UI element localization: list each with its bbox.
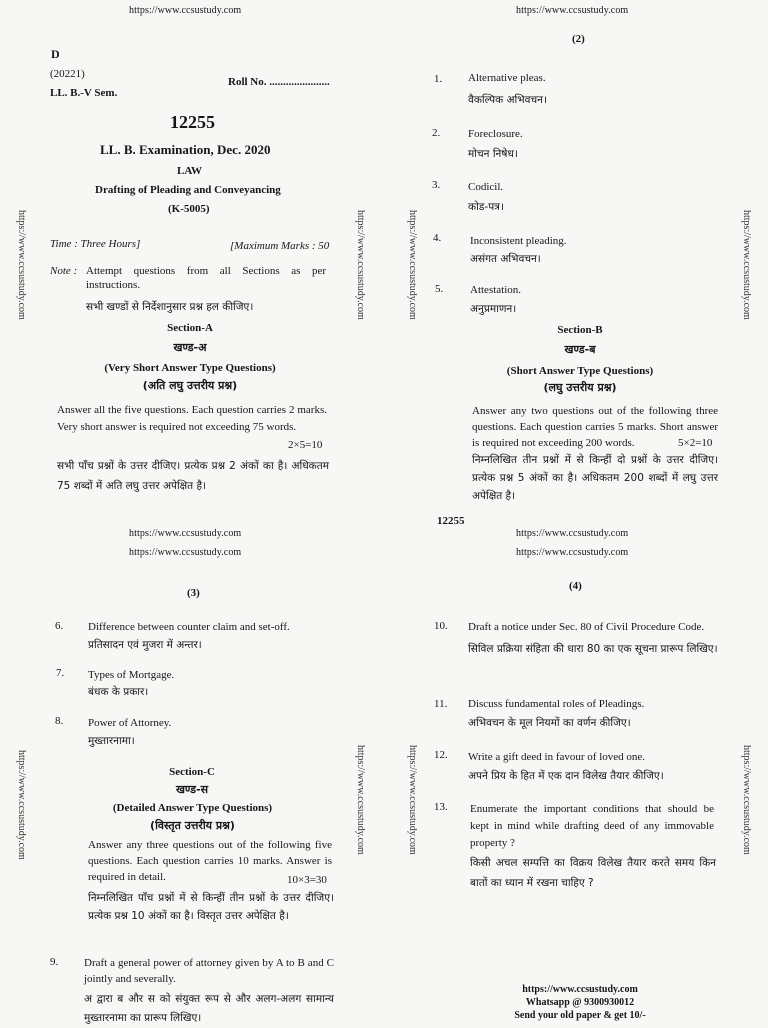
question-number: 2.: [432, 127, 441, 139]
question-text-hindi: कोड-पत्र।: [468, 201, 504, 213]
url-mid-1[interactable]: https://www.ccsustudy.com: [129, 528, 242, 539]
question-number: 5.: [435, 283, 444, 295]
question-text: Foreclosure.: [468, 128, 523, 140]
section-a-instructions: Answer all the five questions. Each question carries 2 marks. Very short answer is required not exceeding 75 words.: [57, 404, 327, 433]
question-text-hindi: अ द्वारा ब और स को संयुक्त रूप से और अलग-अलग सामान्य मुख्तारनामा का प्रारूप लिखिए।: [84, 993, 334, 1024]
maximum-marks: [Maximum Marks : 50: [230, 240, 330, 252]
question-number: 11.: [434, 698, 448, 710]
time-limit: Time : Three Hours]: [50, 238, 141, 250]
footer-whatsapp: Whatsapp @ 9300930012: [525, 997, 635, 1008]
question-text: Enumerate the important conditions that should be kept in mind while drafting deed of any immovable property ?: [470, 803, 714, 850]
paper-number: 12255: [170, 112, 215, 132]
side-watermark-url: https://www.ccsustudy.com: [741, 210, 752, 320]
question-text: Write a gift deed in favour of loved one.: [468, 751, 646, 763]
url-mid-4[interactable]: https://www.ccsustudy.com: [516, 547, 629, 558]
footer-paper-code: 12255: [437, 515, 465, 527]
note-text-hindi: सभी खण्डों से निर्देशानुसार प्रश्न हल कीजिए।: [86, 301, 254, 313]
page-number-2: (2): [572, 33, 585, 45]
side-watermark-url: https://www.ccsustudy.com: [16, 210, 27, 320]
side-watermark-url: https://www.ccsustudy.com: [355, 210, 366, 320]
series-letter: D: [51, 47, 60, 61]
question-text: Discuss fundamental roles of Pleadings.: [468, 698, 645, 710]
question-text: Draft a general power of attorney given by A to B and C jointly and severally.: [84, 957, 334, 985]
section-a-heading: Section-A: [167, 322, 213, 334]
question-text: Alternative pleas.: [468, 72, 546, 84]
roll-number-label: Roll No. ......................: [228, 76, 330, 88]
section-c-type-hindi: (विस्तृत उत्तरीय प्रश्न): [150, 819, 235, 832]
footer-url[interactable]: https://www.ccsustudy.com: [522, 984, 638, 995]
note-text: Attempt questions from all Sections as per instructions.: [86, 265, 326, 292]
section-c-heading: Section-C: [169, 766, 215, 778]
question-number: 8.: [55, 715, 64, 727]
question-number: 10.: [434, 620, 448, 632]
question-text: Power of Attorney.: [88, 717, 172, 729]
question-text-hindi: किसी अचल सम्पत्ति का विक्रय विलेख तैयार करते समय किन बातों का ध्यान में रखना चाहिए ?: [470, 857, 716, 889]
question-text-hindi: अनुप्रमाणन।: [470, 303, 517, 315]
footer-block: [500, 983, 660, 1022]
paper-title: Drafting of Pleading and Conveyancing: [95, 184, 281, 196]
question-number: 3.: [432, 179, 441, 191]
side-watermark-url: https://www.ccsustudy.com: [16, 750, 27, 860]
section-c-instructions-hindi: निम्नलिखित पाँच प्रश्नों में से किन्हीं तीन प्रश्नों के उत्तर दीजिए। प्रत्येक प्रश्न 10 अंकों का है। विस्तृत उत्तर अपेक्षित है।: [88, 892, 334, 923]
question-text-hindi: बंधक के प्रकार।: [88, 686, 149, 698]
header-url-right[interactable]: https://www.ccsustudy.com: [516, 5, 629, 16]
question-number: 12.: [434, 749, 448, 761]
question-text-hindi: असंगत अभिवचन।: [470, 253, 541, 265]
side-watermark-url: https://www.ccsustudy.com: [407, 745, 418, 855]
section-b-marks: 5×2=10: [678, 437, 713, 449]
question-text-hindi: वैकल्पिक अभिवचन।: [468, 94, 547, 106]
header-url[interactable]: https://www.ccsustudy.com: [129, 5, 242, 16]
side-watermark-url: https://www.ccsustudy.com: [407, 210, 418, 320]
section-b-instructions: Answer any two questions out of the following three questions. Each question carries 5 marks. Short answer is required not exceeding 200 words.: [472, 405, 718, 449]
question-text-hindi: सिविल प्रक्रिया संहिता की धारा 80 का एक सूचना प्रारूप लिखिए।: [468, 643, 718, 655]
footer-send-paper: Send your old paper & get 10/-: [514, 1010, 646, 1021]
subject-name: LAW: [177, 165, 203, 177]
section-a-marks: 2×5=10: [288, 439, 323, 451]
section-a-type-hindi: (अति लघु उत्तरीय प्रश्न): [142, 379, 238, 392]
section-c-marks: 10×3=30: [287, 874, 327, 886]
question-text: Codicil.: [468, 181, 504, 193]
exam-title: LL. B. Examination, Dec. 2020: [100, 142, 271, 157]
section-b-heading-hindi: खण्ड-ब: [564, 343, 596, 356]
question-number: 13.: [434, 801, 448, 813]
section-b-instructions-hindi: निम्नलिखित तीन प्रश्नों में से किन्हीं दो प्रश्नों के उत्तर दीजिए। प्रत्येक प्रश्न 5 अंकों का है। अधिकतम 200 शब्दों में लघु उत्तर अपेक्षित है।: [472, 454, 718, 502]
page-number-4: (4): [569, 580, 582, 592]
url-mid-3[interactable]: https://www.ccsustudy.com: [516, 528, 629, 539]
question-text: Attestation.: [470, 284, 522, 296]
paper-code-number: (20221): [50, 68, 85, 80]
section-a-instructions-hindi: सभी पाँच प्रश्नों के उत्तर दीजिए। प्रत्येक प्रश्न 2 अंकों का है। अधिकतम 75 शब्दों में अति लघु उत्तर अपेक्षित है।: [57, 460, 329, 492]
question-number: 7.: [56, 667, 65, 679]
question-text: Types of Mortgage.: [88, 669, 175, 681]
section-a-heading-hindi: खण्ड-अ: [173, 341, 207, 354]
side-watermark-url: https://www.ccsustudy.com: [355, 745, 366, 855]
question-text-hindi: अपने प्रिय के हित में एक दान विलेख तैयार कीजिए।: [468, 770, 664, 782]
section-c-type: (Detailed Answer Type Questions): [112, 802, 273, 814]
section-b-type: (Short Answer Type Questions): [506, 365, 654, 377]
paper-code: (K-5005): [168, 203, 210, 215]
question-text: Draft a notice under Sec. 80 of Civil Procedure Code.: [468, 621, 705, 633]
question-number: 1.: [434, 73, 443, 85]
question-number: 9.: [50, 956, 59, 968]
question-text-hindi: प्रतिसादन एवं मुजरा में अन्तर।: [88, 639, 202, 651]
course-name: LL. B.-V Sem.: [50, 87, 118, 99]
question-text-hindi: मोचन निषेध।: [468, 148, 518, 160]
section-a-type: (Very Short Answer Type Questions): [104, 362, 276, 374]
question-text: Difference between counter claim and set-off.: [88, 621, 290, 633]
question-number: 4.: [433, 232, 442, 244]
page-number-3: (3): [187, 587, 200, 599]
question-text: Inconsistent pleading.: [470, 235, 567, 247]
section-b-heading: Section-B: [557, 324, 603, 336]
section-c-instructions: Answer any three questions out of the following five questions. Each question carries 10 marks. Answer is required in detail.: [88, 839, 332, 883]
side-watermark-url: https://www.ccsustudy.com: [741, 745, 752, 855]
section-b-type-hindi: (लघु उत्तरीय प्रश्न): [543, 381, 617, 394]
question-text-hindi: अभिवचन के मूल नियमों का वर्णन कीजिए।: [468, 717, 631, 729]
question-number: 6.: [55, 620, 64, 632]
section-c-heading-hindi: खण्ड-स: [175, 783, 209, 796]
url-mid-2[interactable]: https://www.ccsustudy.com: [129, 547, 242, 558]
question-text-hindi: मुख्तारनामा।: [88, 735, 135, 747]
note-label: Note :: [50, 265, 78, 277]
